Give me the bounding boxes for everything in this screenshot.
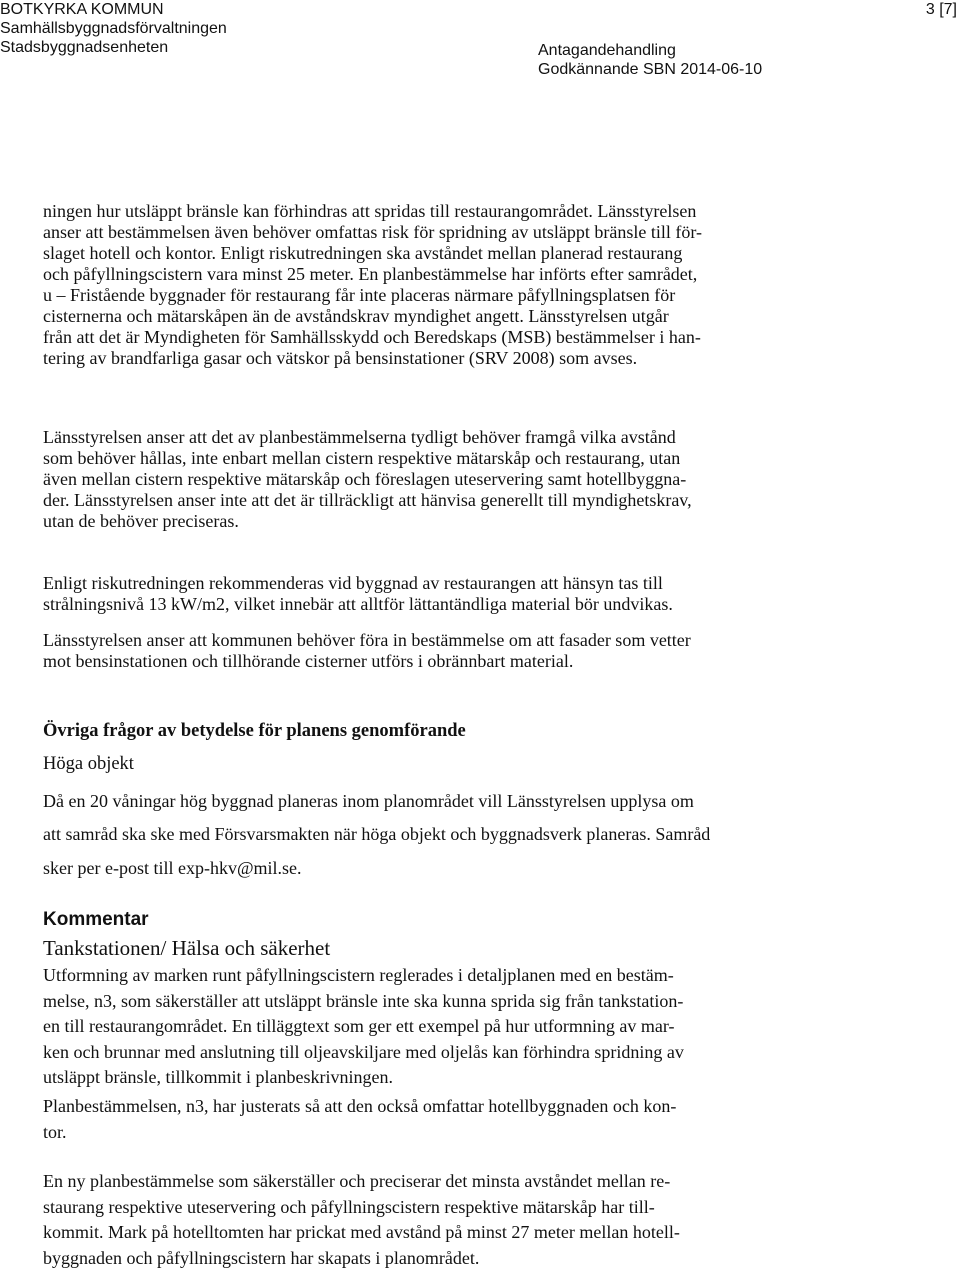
text-line: att samråd ska ske med Försvarsmakten när höga objekt och byggnadsverk planeras. Samråd [43,824,711,845]
comment-paragraph [43,1169,840,1271]
text-line: Då en 20 våningar hög byggnad planeras inom planområdet vill Länsstyrelsen upplysa om [43,791,694,811]
comment-heading: Kommentar [43,909,149,930]
text-line: der. Länsstyrelsen anser inte att det är tillräckligt att hänvisa generellt till myndighetskrav, [43,490,692,510]
text-line: En ny planbestämmelse som säkerställer och preciserar det minsta avståndet mellan re- [43,1171,671,1191]
text-line: Enligt riskutredningen rekommenderas vid byggnad av restaurangen att hänsyn tas till [43,573,663,593]
page-number: 3 [7] [925,1,957,18]
header-document-status [538,41,762,79]
paragraph-tall-objects [43,785,840,885]
paragraph-distance-requirements [43,427,840,532]
text-line: melse, n3, som säkerställer att utsläppt bränsle inte ska kunna sprida sig från tankstation- [43,990,684,1011]
text-line: cisternerna och mätarskåpen än de avståndskrav myndighet angett. Länsstyrelsen utgår [43,306,669,326]
header-org-line: Samhällsbyggnadsförvaltningen [0,20,227,37]
text-line: Länsstyrelsen anser att det av planbestämmelserna tydligt behöver framgå vilka avstånd [43,427,676,447]
text-line: byggnaden och påfyllningscistern har skapats i planområdet. [43,1247,480,1268]
text-line: anser att bestämmelsen även behöver omfattas risk för spridning av utsläppt bränsle till för- [43,222,702,242]
text-line: mot bensinstationen och tillhörande cisterner utförs i obrännbart material. [43,651,574,671]
comment-paragraph [43,1094,840,1145]
text-line: tor. [43,1121,67,1142]
text-line: utan de behöver preciseras. [43,511,239,531]
text-line: även mellan cistern respektive mätarskåp och föreslagen uteservering samt hotellbyggna- [43,469,687,489]
text-line: sker per e-post till exp-hkv@mil.se. [43,857,302,878]
text-line: en till restaurangområdet. En tilläggtext som ger ett exempel på hur utformning av mar- [43,1016,675,1036]
header-org-line: BOTKYRKA KOMMUN [0,1,164,18]
text-line: Planbestämmelsen, n3, har justerats så att den också omfattar hotellbyggnaden och kon- [43,1096,677,1116]
text-line: staurang respektive uteservering och påfyllningscistern respektive mätarskåp har till- [43,1196,655,1217]
header-doc-line: Godkännande SBN 2014-06-10 [538,61,763,78]
text-line: u – Fristående byggnader för restaurang får inte placeras närmare påfyllningsplatsen för [43,285,676,305]
paragraph-facade-material [43,630,840,672]
comment-subheading: Tankstationen/ Hälsa och säkerhet [43,936,331,960]
text-line: ningen hur utsläppt bränsle kan förhindras att spridas till restaurangområdet. Länsstyrelsen [43,201,697,221]
text-line: kommit. Mark på hotelltomten har prickat med avstånd på minst 27 meter mellan hotell- [43,1222,680,1242]
section-subheading: Höga objekt [43,754,134,774]
text-line: tering av brandfarliga gasar och vätskor på bensinstationer (SRV 2008) som avses. [43,348,638,368]
section-heading: Övriga frågor av betydelse för planens genomförande [43,721,466,741]
comment-paragraph [43,963,840,1091]
text-line: strålningsnivå 13 kW/m2, vilket innebär att alltför lättantändliga material bör undvikas. [43,594,673,614]
text-line: Länsstyrelsen anser att kommunen behöver föra in bestämmelse om att fasader som vetter [43,630,691,650]
text-line: som behöver hållas, inte enbart mellan cistern respektive mätarskåp och restaurang, utan [43,448,681,468]
header-org-line: Stadsbyggnadsenheten [0,39,169,56]
paragraph-radiation-level [43,573,840,615]
paragraph-risk-assessment [43,201,840,369]
text-line: från att det är Myndigheten för Samhällsskydd och Beredskaps (MSB) bestämmelser i han- [43,327,701,347]
text-line: utsläppt bränsle, tillkommit i planbeskrivningen. [43,1067,393,1087]
text-line: och påfyllningscistern vara minst 25 meter. En planbestämmelse har införts efter samrådet, [43,264,698,284]
header-doc-line: Antagandehandling [538,42,676,59]
header-organization [0,0,227,57]
text-line: ken och brunnar med anslutning till oljeavskiljare med oljelås kan förhindra spridning av [43,1041,684,1062]
text-line: slaget hotell och kontor. Enligt riskutredningen ska avståndet mellan planerad restaurang [43,243,683,263]
text-line: Utformning av marken runt påfyllningscistern reglerades i detaljplanen med en bestäm- [43,965,674,985]
